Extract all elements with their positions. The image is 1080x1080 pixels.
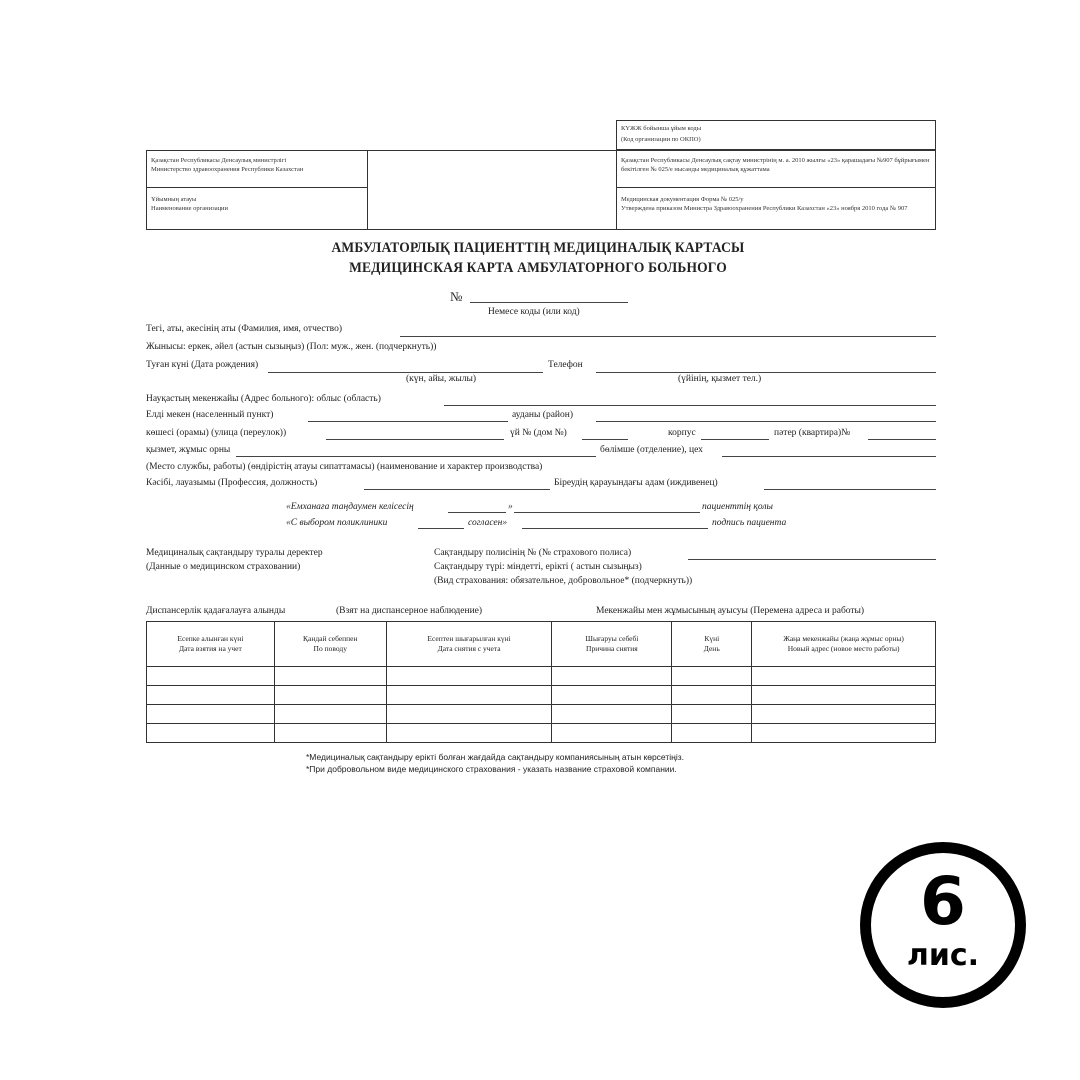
okud-label: КҮЖЖ бойынша ұйым коды — [621, 125, 702, 132]
consent-kz-line1[interactable] — [448, 512, 506, 513]
department-label: бөлімше (отделение), цех — [600, 445, 703, 455]
district-label: ауданы (район) — [512, 410, 573, 420]
locality-label: Елді мекен (населенный пункт) — [146, 410, 274, 420]
blank-box — [367, 150, 617, 230]
street-line[interactable] — [326, 439, 504, 440]
birth-line[interactable] — [268, 372, 543, 373]
dispensary-left: Диспансерлік қадағалауға алынды — [146, 606, 286, 616]
insurance-type-ru: (Вид страхования: обязательное, добровольное* (подчеркнуть)) — [434, 576, 693, 586]
insurance-type-kz: Сақтандыру түрі: міндетті, ерікті ( астын сызыңыз) — [434, 562, 642, 572]
street-label: көшесі (орамы) (улица (переулок)) — [146, 428, 287, 438]
dependent-label: Біреудің қарауындағы адам (иждивенец) — [554, 478, 718, 488]
title-kz: АМБУЛАТОРЛЫҚ ПАЦИЕНТТІҢ МЕДИЦИНАЛЫҚ КАРТАСЫ — [331, 240, 745, 256]
consent-quote: » — [508, 502, 513, 512]
fio-line[interactable] — [400, 336, 936, 337]
number-label: № — [450, 289, 463, 304]
ministry-kz: Қазақстан Республикасы Денсаулық министрлігі — [151, 157, 287, 164]
consent-kz-left: «Емханаға таңдаумен келісесің — [286, 502, 414, 512]
dispensary-mid: (Взят на диспансерное наблюдение) — [336, 606, 483, 616]
department-line[interactable] — [722, 456, 936, 457]
address-label: Науқастың мекенжайы (Адрес больного): облыс (область) — [146, 394, 381, 404]
house-label: үй № (дом №) — [510, 428, 567, 438]
footnote-ru: *При добровольном виде медицинского страхования - указать название страховой компании. — [306, 764, 677, 774]
phone-label: Телефон — [548, 360, 583, 370]
org-ru: Наименование организации — [151, 205, 229, 212]
table-row[interactable] — [147, 686, 936, 705]
header-cell: Күні День — [672, 622, 752, 667]
table-row[interactable] — [147, 667, 936, 686]
org-kz: Ұйымның атауы — [151, 196, 197, 203]
okud-sub: (Код организации по ОКПО) — [621, 136, 701, 143]
consent-ru-line2[interactable] — [522, 528, 708, 529]
dependent-line[interactable] — [764, 489, 936, 490]
okpo-box — [616, 120, 936, 150]
ministry-box — [146, 150, 368, 230]
number-sub: Немесе коды (или код) — [488, 307, 580, 317]
insurance-ru: (Данные о медицинском страховании) — [146, 562, 301, 572]
consent-ru-right: подпись пациента — [712, 518, 787, 528]
dispensary-right: Мекенжайы мен жұмысының ауысуы (Перемена адреса и работы) — [596, 606, 865, 616]
insurance-kz: Медициналық сақтандыру туралы деректер — [146, 548, 323, 558]
locality-line[interactable] — [308, 421, 508, 422]
title-ru: МЕДИЦИНСКАЯ КАРТА АМБУЛАТОРНОГО БОЛЬНОГО — [349, 260, 727, 276]
sheet-count-badge — [860, 842, 1026, 1008]
korpus-label: корпус — [668, 428, 696, 438]
house-line[interactable] — [582, 439, 628, 440]
korpus-line[interactable] — [701, 439, 769, 440]
address-line[interactable] — [444, 405, 936, 406]
policy-label: Сақтандыру полисінің № (№ страхового полиса) — [434, 548, 632, 558]
consent-ru-left: «С выбором поликлиники — [286, 518, 388, 528]
fio-label: Тегі, аты, әкесінің аты (Фамилия, имя, отчество) — [146, 324, 343, 334]
consent-ru-line1[interactable] — [418, 528, 464, 529]
header-cell: Шығаруы себебі Причина снятия — [552, 622, 672, 667]
sheet-count-unit: лис. — [906, 938, 980, 973]
table-header-row — [147, 622, 936, 667]
header-cell: Есептен шығарылған күні Дата снятия с учета — [386, 622, 552, 667]
approved-ru: Утверждена приказом Министра Здравоохранения Республики Казахстан «23» ноября 2010 года № 907 — [621, 205, 908, 212]
medical-card-form — [138, 112, 938, 882]
ministry-ru: Министерство здравоохранения Республики Казахстан — [151, 166, 304, 173]
header-cell: Қандай себеппен По поводу — [274, 622, 386, 667]
footnote-kz: *Медициналық сақтандыру ерікті болған жағдайда сақтандыру компаниясының атын көрсетіңіз. — [306, 752, 684, 762]
order-kz: Қазақстан Республикасы Денсаулық сақтау министрінің м. а. 2010 жылғы «23» қарашадағы №907 бұйрығымен бекітілген № 025/е нысанды медициналық құжаттама — [621, 157, 930, 173]
sex-label: Жынысы: еркек, әйел (астын сызыңыз) (Пол: муж., жен. (подчеркнуть)) — [146, 342, 437, 352]
table-row[interactable] — [147, 724, 936, 743]
workplace-label: қызмет, жұмыс орны — [146, 445, 231, 455]
header-cell: Жаңа мекенжайы (жаңа жұмыс орны) Новый адрес (новое место работы) — [752, 622, 936, 667]
district-line[interactable] — [596, 421, 936, 422]
phone-sub: (үйінің, қызмет тел.) — [678, 374, 762, 384]
dispensary-table — [146, 621, 936, 743]
profession-label: Кәсібі, лауазымы (Профессия, должность) — [146, 478, 318, 488]
profession-line[interactable] — [364, 489, 550, 490]
workplace-line[interactable] — [236, 456, 596, 457]
form-ru: Медицинская документация Форма № 025/у — [621, 196, 744, 203]
consent-kz-line2[interactable] — [514, 512, 700, 513]
form-info-box — [616, 150, 936, 230]
birth-label: Туған күні (Дата рождения) — [146, 360, 259, 370]
table-row[interactable] — [147, 705, 936, 724]
workplace-ru-label: (Место службы, работы) (өндірістің атауы сипаттамасы) (наименование и характер производства) — [146, 462, 543, 472]
sheet-count-number: 6 — [920, 863, 966, 940]
consent-kz-right: пациенттің қолы — [702, 502, 773, 512]
birth-sub: (күн, айы, жылы) — [406, 374, 477, 384]
policy-line[interactable] — [688, 559, 936, 560]
flat-line[interactable] — [868, 439, 936, 440]
consent-ru-mid: согласен» — [468, 518, 508, 528]
flat-label: пәтер (квартира)№ — [774, 428, 851, 438]
phone-line[interactable] — [596, 372, 936, 373]
header-cell: Есепке алынған күні Дата взятия на учет — [147, 622, 275, 667]
